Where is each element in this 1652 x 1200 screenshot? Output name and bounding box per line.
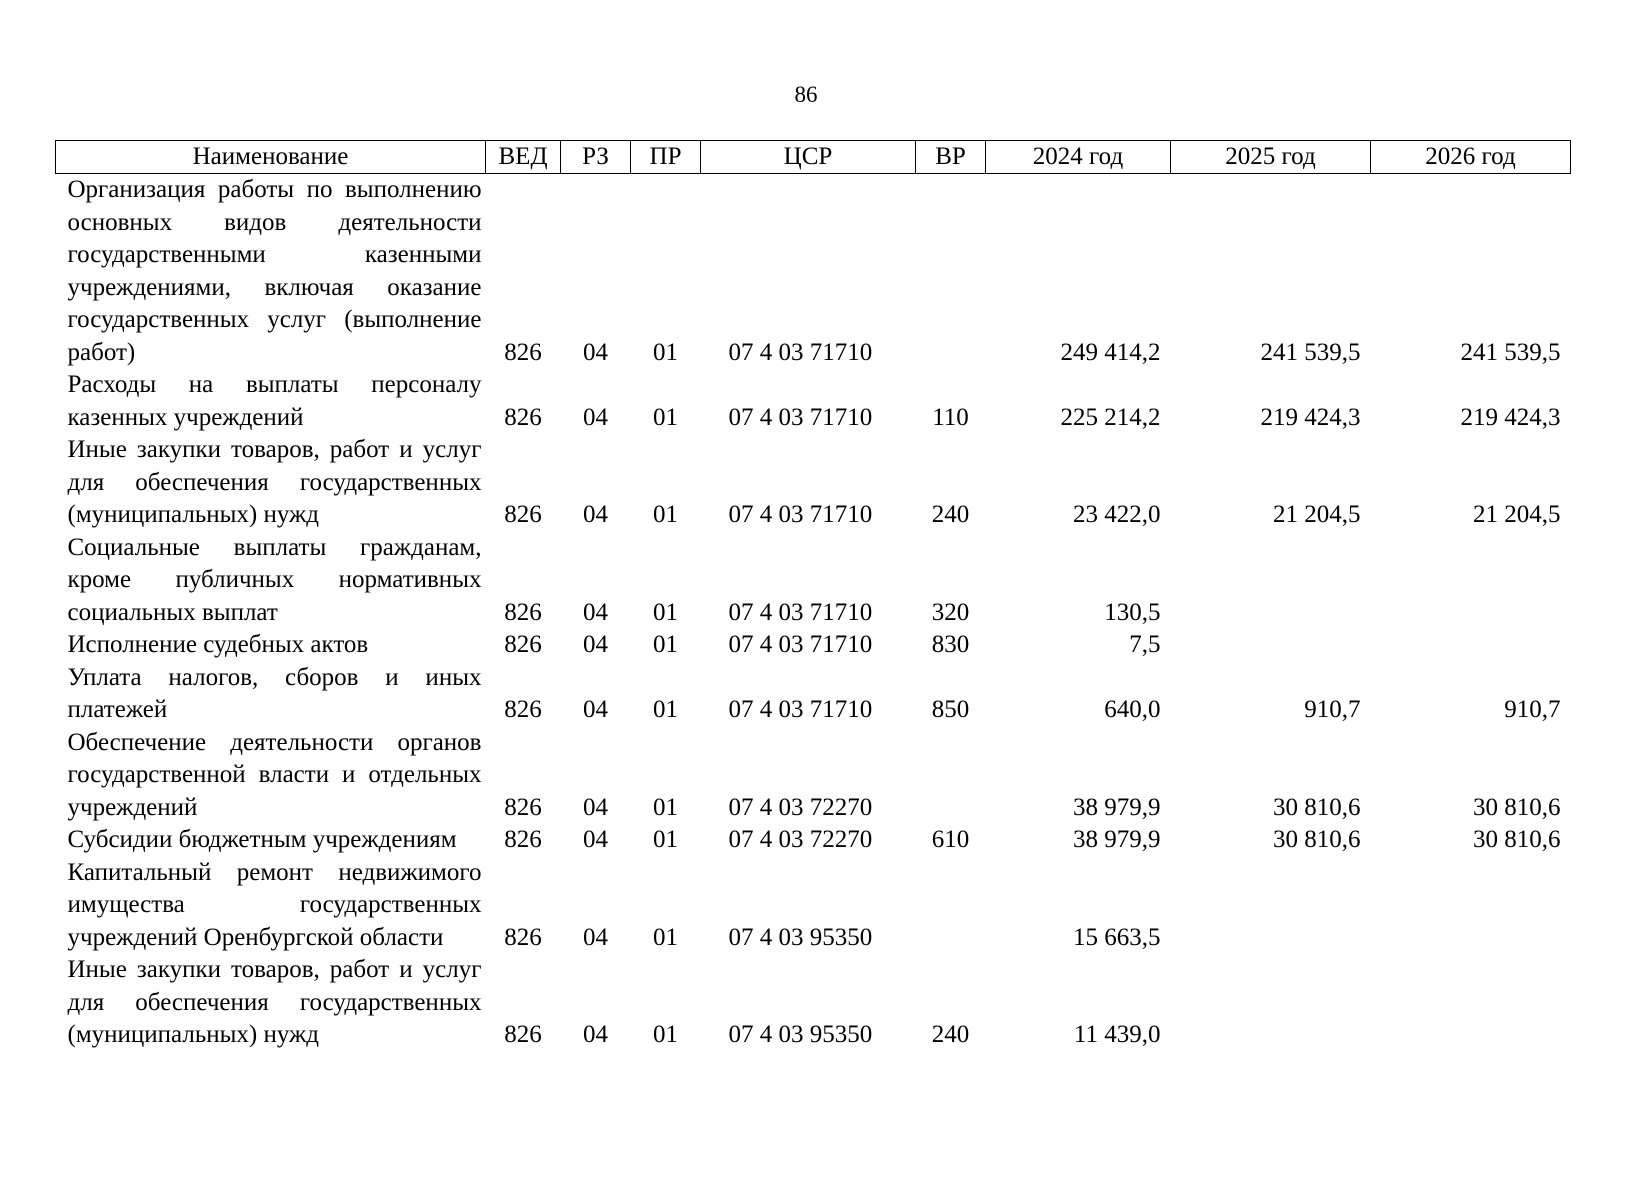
row-pr: 01: [653, 696, 678, 723]
row-rz: 04: [583, 403, 608, 431]
row-vr: 240: [931, 501, 970, 528]
row-2025: 219 424,3: [1260, 403, 1361, 431]
row-csr: 07 4 03 71710: [728, 403, 873, 431]
row-vr: 850: [931, 696, 970, 723]
row-2025: 30 810,6: [1273, 793, 1361, 821]
row-name: Уплата налогов, сборов и иных платежей: [67, 663, 482, 723]
row-rz: 04: [583, 923, 608, 951]
row-2026: [1371, 532, 1571, 630]
row-pr: 01: [653, 338, 678, 366]
row-name: Обеспечение деятельности органов государственной власти и отдельных учреждений: [67, 728, 482, 821]
row-ved: 826: [504, 338, 542, 366]
row-vr: 110: [932, 403, 969, 431]
row-2026: 30 810,6: [1473, 793, 1561, 821]
row-ved: 826: [504, 826, 542, 853]
row-csr: 07 4 03 71710: [728, 696, 873, 723]
row-2024: 7,5: [1129, 631, 1161, 658]
table-row: [56, 824, 1571, 857]
table-row: [56, 727, 1571, 825]
row-vr: 320: [931, 598, 970, 626]
header-csr: ЦСР: [701, 141, 916, 174]
row-rz: 04: [583, 598, 608, 626]
row-2026: [1371, 857, 1571, 955]
row-2025: 241 539,5: [1260, 338, 1361, 366]
header-name: Наименование: [56, 141, 486, 174]
row-pr: 01: [653, 403, 678, 431]
row-pr: 01: [653, 631, 678, 658]
row-2024: 130,5: [1104, 598, 1161, 626]
row-2025: 21 204,5: [1273, 501, 1361, 528]
row-name: Исполнение судебных актов: [67, 631, 369, 658]
row-2025: [1171, 629, 1371, 662]
table-row: [56, 174, 1571, 370]
row-rz: 04: [583, 338, 608, 366]
row-name: Капитальный ремонт недвижимого имущества государственных учреждений Оренбургской области: [67, 858, 482, 951]
row-rz: 04: [583, 793, 608, 821]
header-2026: 2026 год: [1371, 141, 1571, 174]
row-vr: 610: [931, 826, 970, 853]
table-row: [56, 434, 1571, 532]
row-2026: 30 810,6: [1473, 826, 1561, 853]
row-ved: 826: [504, 793, 542, 821]
row-rz: 04: [583, 826, 608, 853]
row-2024: 11 439,0: [1073, 1021, 1161, 1048]
row-ved: 826: [504, 1021, 542, 1048]
table-row: [56, 369, 1571, 434]
table-row: [56, 857, 1571, 955]
row-vr: 240: [931, 1021, 970, 1048]
row-2025: 30 810,6: [1273, 826, 1361, 853]
row-name: Субсидии бюджетным учреждениям: [67, 826, 457, 853]
row-2024: 640,0: [1104, 696, 1161, 723]
row-2025: [1171, 857, 1371, 955]
row-name: Социальные выплаты гражданам, кроме публичных нормативных социальных выплат: [67, 533, 482, 626]
row-name: Иные закупки товаров, работ и услуг для обеспечения государственных (муниципальных) нужд: [67, 956, 482, 1048]
header-row: [56, 141, 1571, 174]
row-2025: [1171, 954, 1371, 1052]
row-ved: 826: [504, 598, 542, 626]
row-pr: 01: [653, 501, 678, 528]
row-ved: 826: [504, 923, 542, 951]
table-row: [56, 629, 1571, 662]
row-ved: 826: [504, 631, 542, 658]
row-pr: 01: [653, 793, 678, 821]
row-name: Иные закупки товаров, работ и услуг для обеспечения государственных (муниципальных) нужд: [67, 436, 482, 528]
page-number: 86: [794, 82, 818, 107]
row-csr: 07 4 03 72270: [728, 793, 873, 821]
row-rz: 04: [583, 1021, 608, 1048]
row-pr: 01: [653, 923, 678, 951]
table-row: [56, 532, 1571, 630]
table-row: [56, 954, 1571, 1052]
header-pr: ПР: [631, 141, 701, 174]
row-csr: 07 4 03 71710: [728, 631, 873, 658]
row-2026: 910,7: [1504, 696, 1561, 723]
row-csr: 07 4 03 72270: [728, 826, 873, 853]
row-vr: [916, 727, 986, 825]
row-2024: 15 663,5: [1073, 923, 1161, 951]
row-2026: 219 424,3: [1460, 403, 1561, 431]
row-2026: [1371, 629, 1571, 662]
row-2024: 38 979,9: [1073, 826, 1161, 853]
row-2026: [1371, 954, 1571, 1052]
row-pr: 01: [653, 598, 678, 626]
row-rz: 04: [583, 501, 608, 528]
table-body: [56, 174, 1571, 1052]
row-2024: 249 414,2: [1060, 338, 1161, 366]
header-rz: РЗ: [561, 141, 631, 174]
row-csr: 07 4 03 71710: [728, 598, 873, 626]
row-name: Расходы на выплаты персоналу казенных учреждений: [67, 371, 482, 431]
table-row: [56, 662, 1571, 727]
row-name: Организация работы по выполнению основных видов деятельности государственными казенными учреждениями, включая оказание государственных услуг (выполнение работ): [67, 176, 482, 366]
row-ved: 826: [504, 403, 542, 431]
row-csr: 07 4 03 95350: [728, 923, 873, 951]
row-vr: [916, 857, 986, 955]
row-rz: 04: [583, 696, 608, 723]
row-vr: 830: [931, 631, 970, 658]
row-ved: 826: [504, 696, 542, 723]
row-2024: 23 422,0: [1073, 501, 1161, 528]
row-pr: 01: [653, 826, 678, 853]
row-2025: 910,7: [1304, 696, 1361, 723]
row-rz: 04: [583, 631, 608, 658]
row-vr: [916, 174, 986, 370]
row-2026: 241 539,5: [1460, 338, 1561, 366]
row-pr: 01: [653, 1021, 678, 1048]
header-2024: 2024 год: [986, 141, 1171, 174]
header-ved: ВЕД: [486, 141, 561, 174]
row-csr: 07 4 03 95350: [728, 1021, 873, 1048]
row-csr: 07 4 03 71710: [728, 501, 873, 528]
header-vr: ВР: [916, 141, 986, 174]
row-2024: 225 214,2: [1060, 403, 1161, 431]
row-2024: 38 979,9: [1073, 793, 1161, 821]
row-2025: [1171, 532, 1371, 630]
row-csr: 07 4 03 71710: [728, 338, 873, 366]
row-ved: 826: [504, 501, 542, 528]
budget-table: [55, 140, 1571, 1052]
row-2026: 21 204,5: [1473, 501, 1561, 528]
header-2025: 2025 год: [1171, 141, 1371, 174]
